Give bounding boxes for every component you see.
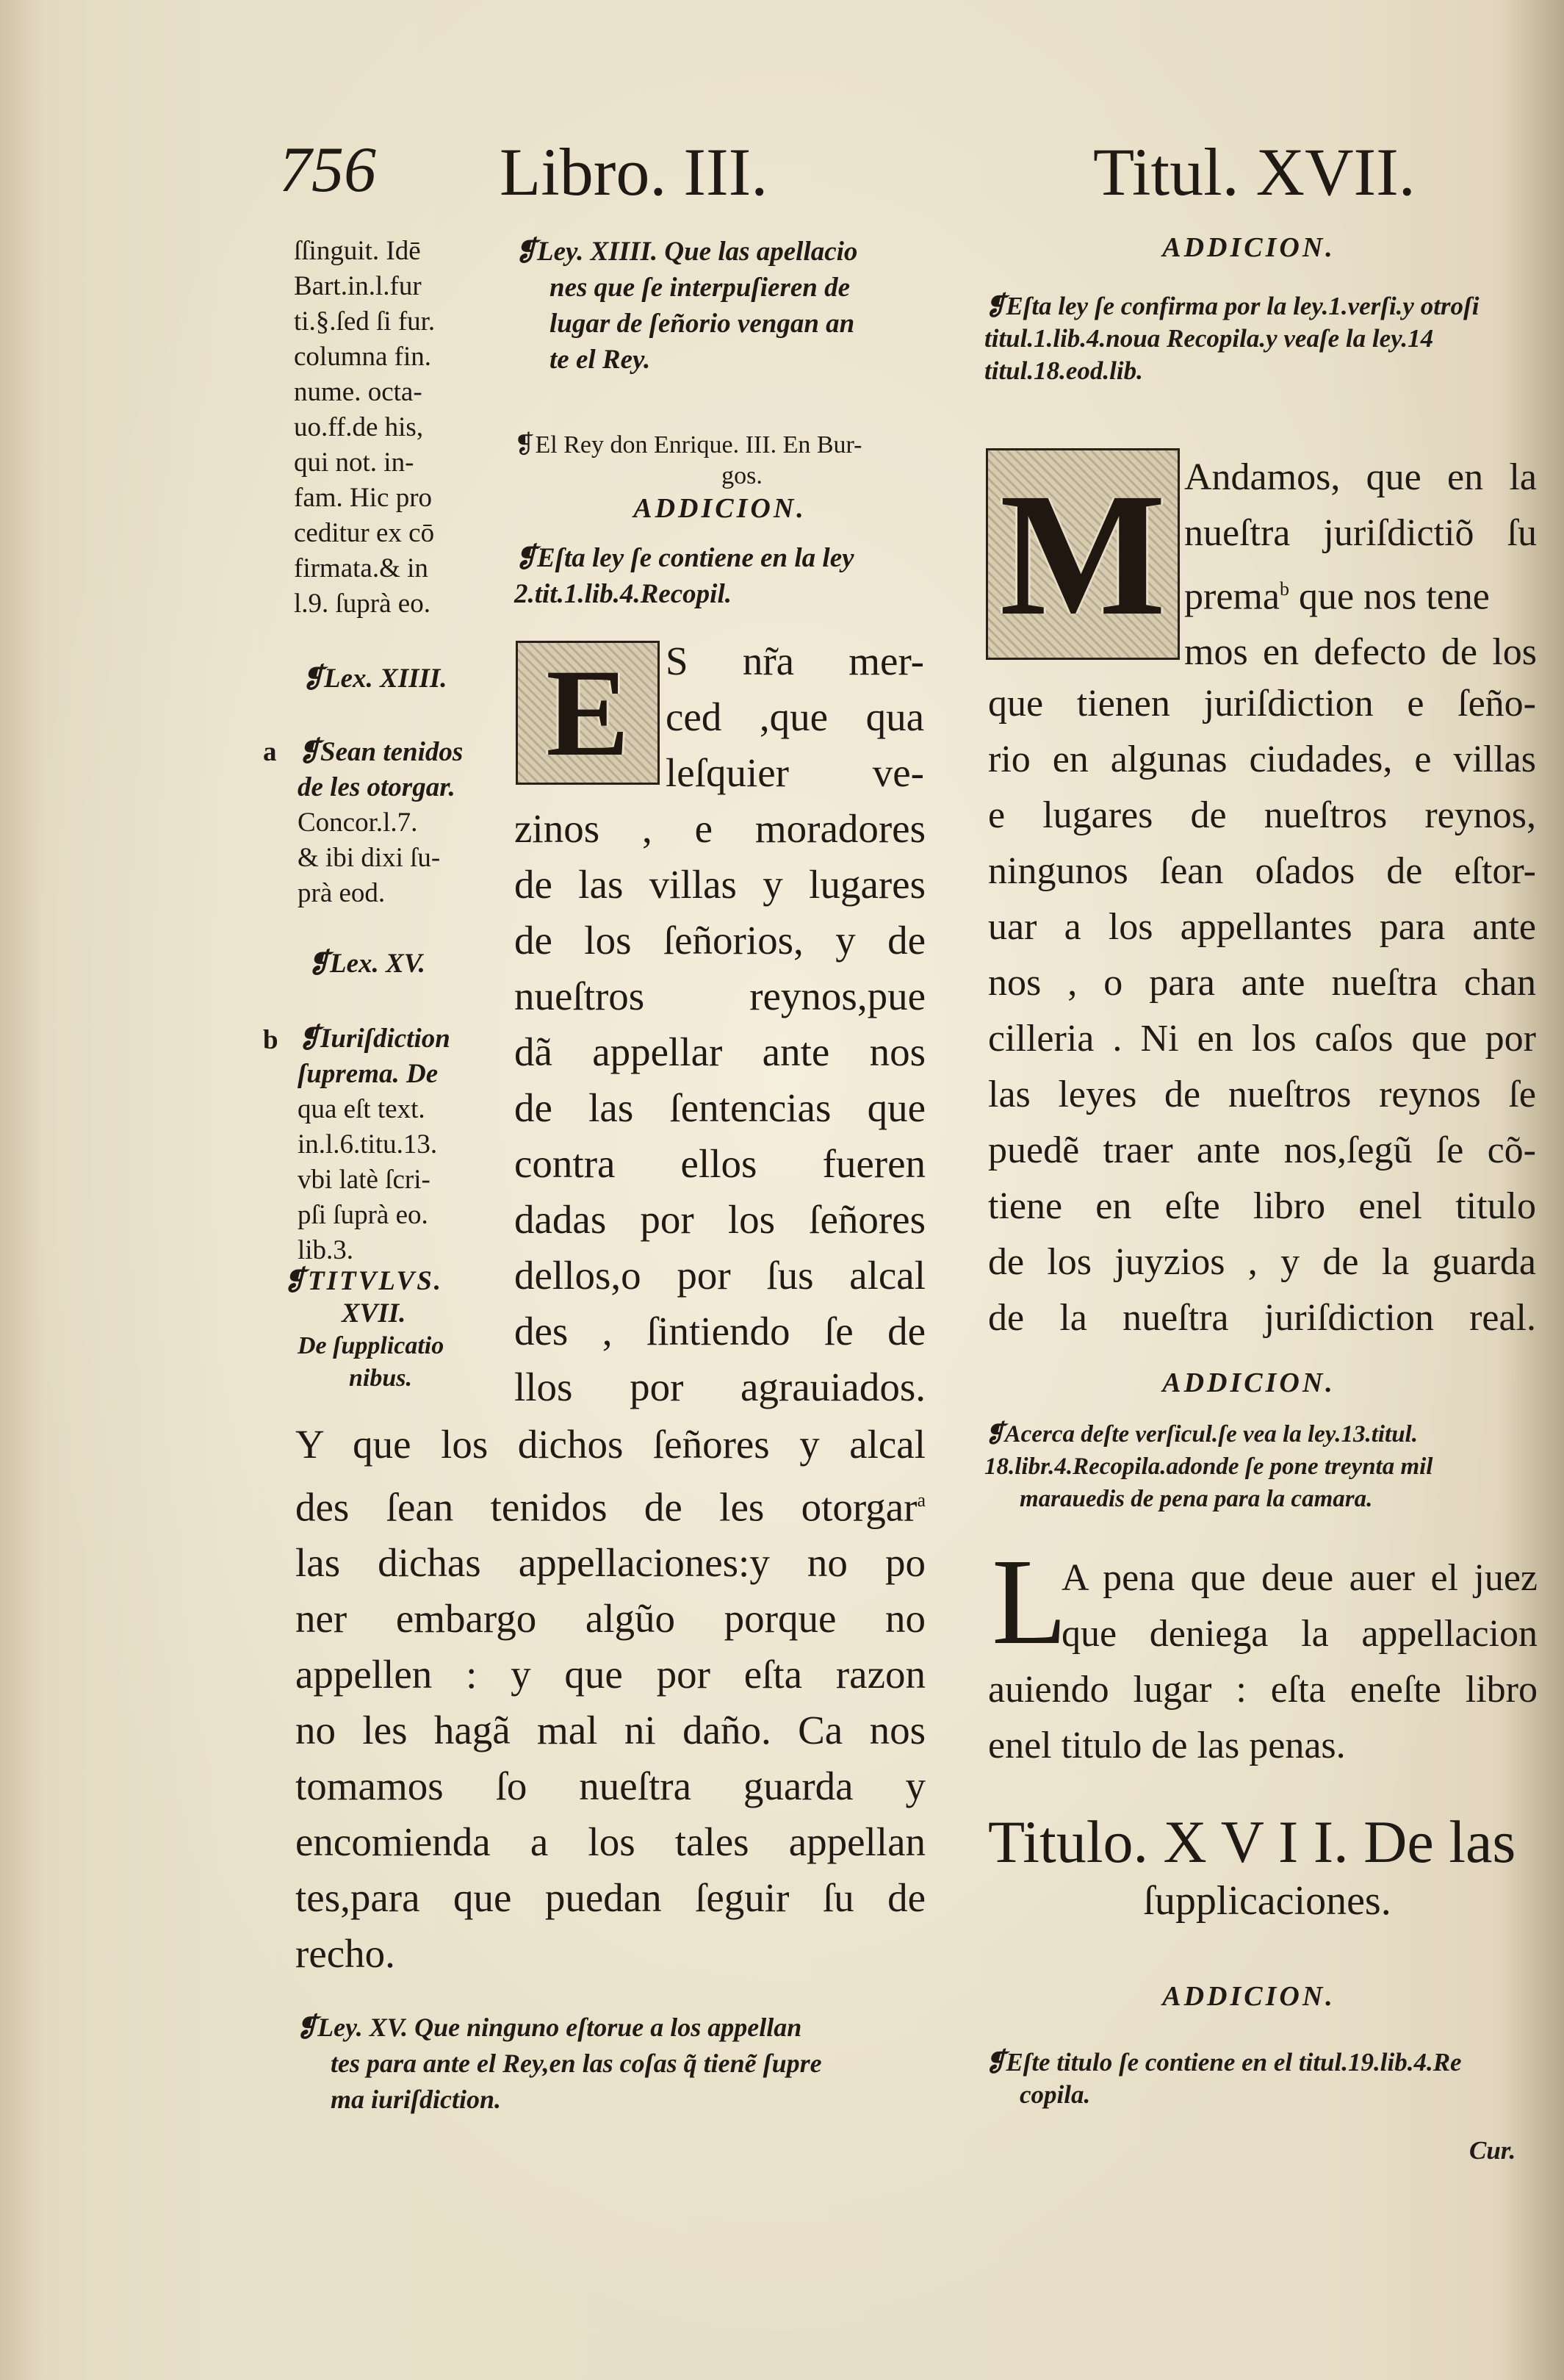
- running-head-book: Libro. III.: [500, 134, 768, 209]
- text-line: las dichas appellaciones:y no po: [295, 1540, 926, 1586]
- heading-line: ma iuriſdiction.: [331, 2085, 502, 2114]
- text-line: auiendo lugar : eſta eneſte libro: [988, 1669, 1538, 1711]
- running-head-title: Titul. XVII.: [1093, 134, 1416, 209]
- addicion-text: [514, 540, 926, 612]
- gloss-lex-14: ❡Lex. XIIII.: [301, 664, 447, 694]
- text-line: puedẽ traer ante nos,ſegũ ſe cõ-: [988, 1129, 1536, 1171]
- gloss-line: l.9. ſuprà eo.: [294, 589, 430, 619]
- addicion-line: titul.18.eod.lib.: [984, 356, 1143, 385]
- text-line: dã appellar ante nos: [514, 1029, 926, 1074]
- gloss-line: ❡Iuriſdiction: [298, 1024, 450, 1054]
- gloss-line: Bart.in.l.fur: [294, 271, 422, 301]
- text-line: llos por agrauiados.: [514, 1365, 926, 1409]
- gloss-note-a: [298, 735, 481, 911]
- text-line: nueſtros reynos,pue: [514, 974, 926, 1018]
- addicion-heading: ADDICION.: [1162, 232, 1336, 263]
- text-line: Y que los dichos ſeñores y alcal: [295, 1422, 926, 1467]
- text-line: nos , o para ante nueſtra chan: [988, 962, 1536, 1004]
- gloss-line: nibus.: [349, 1365, 412, 1392]
- note-a-letter: a: [263, 737, 277, 767]
- text-line: enel titulo de las penas.: [988, 1725, 1346, 1766]
- addicion-text: [984, 1418, 1543, 1515]
- king-attribution: [514, 430, 926, 492]
- text-line: appellen : y que por eſta razon: [295, 1652, 926, 1697]
- margin-gloss-1: [294, 234, 478, 622]
- body-text-column-1-upper: [514, 801, 926, 1415]
- gloss-line: ti.§.ſed ſi fur.: [294, 306, 436, 337]
- note-mark-a: a: [917, 1489, 926, 1511]
- titulo-17-heading: [988, 1809, 1546, 1927]
- attribution-line: ❡El Rey don Enrique. III. En Bur-: [514, 431, 862, 459]
- text-line: uar a los appellantes para ante: [988, 906, 1536, 948]
- heading-line: tes para ante el Rey,en las coſas q̃ tienẽ ſupre: [331, 2049, 822, 2078]
- text-line: ced ,que qua: [666, 694, 924, 739]
- heading-line: Titulo. X V I I. De las: [988, 1808, 1516, 1875]
- text-line: Andamos, que en la: [1184, 456, 1537, 498]
- text-line: S nr̃a mer-: [666, 639, 924, 683]
- text-line: encomienda a los tales appellan: [295, 1819, 926, 1865]
- text-run: prema: [1184, 575, 1280, 618]
- heading-line: te el Rey.: [549, 345, 651, 375]
- gloss-line: ❡Sean tenidos: [298, 737, 464, 767]
- text-line: dadas por los ſeñores: [514, 1197, 926, 1242]
- gloss-line: vbi latè ſcri-: [298, 1165, 430, 1195]
- addicion-line: 18.libr.4.Recopila.adonde ſe pone treynta mil: [984, 1453, 1433, 1480]
- text-line: recho.: [295, 1931, 395, 1977]
- addicion-line: titul.1.lib.4.noua Recopila.y veaſe la ley.14: [984, 324, 1434, 353]
- text-line: no les hagã mal ni daño. Ca nos: [295, 1708, 926, 1753]
- gloss-line: ſſinguit. Idē: [294, 236, 421, 266]
- lettrine-l: L: [992, 1534, 1067, 1670]
- gloss-line: fam. Hic pro: [294, 483, 433, 513]
- text-line: tiene en eſte libro enel titulo: [988, 1185, 1536, 1227]
- gloss-titulus: [283, 1265, 489, 1395]
- text-line: cilleria . Ni en los caſos que por: [988, 1018, 1536, 1060]
- text-line: dellos,o por ſus alcal: [514, 1253, 926, 1298]
- gloss-line: columna fin.: [294, 342, 432, 372]
- gloss-line: nume. octa-: [294, 377, 422, 407]
- text-run: que nos tene: [1289, 575, 1490, 618]
- gloss-line: lib.3.: [298, 1235, 354, 1265]
- text-line: tomamos ſo nueſtra guarda y: [295, 1764, 926, 1809]
- text-run: des ſean tenidos de les otorgar: [295, 1484, 918, 1530]
- addicion-line: ❡Eſta ley ſe contiene en la ley: [514, 543, 854, 573]
- gloss-line: ſuprema. De: [298, 1059, 439, 1089]
- catchword: Cur.: [1469, 2136, 1516, 2165]
- text-line: [1184, 561, 1537, 625]
- addicion-heading: ADDICION.: [1162, 1981, 1336, 2012]
- gloss-line: pſi ſuprà eo.: [298, 1200, 428, 1230]
- gloss-line: XVII.: [342, 1298, 406, 1329]
- gloss-line: uo.ff.de his,: [294, 412, 424, 442]
- text-line: tes,para que puedan ſeguir ſu de: [295, 1875, 926, 1921]
- text-line: de las villas y lugares: [514, 862, 926, 907]
- addicion-line: ❡Acerca deſte verſicul.ſe vea la ley.13.titul.: [984, 1421, 1418, 1448]
- text-beside-initial-e: [666, 633, 924, 801]
- attribution-line: gos.: [721, 462, 763, 489]
- gloss-line: ❡TITVLVS.: [283, 1266, 444, 1296]
- text-line: [295, 1473, 926, 1535]
- addicion-heading: ADDICION.: [633, 493, 807, 524]
- text-after-lettrine: [988, 1662, 1538, 1774]
- gloss-line: ceditur ex cō: [294, 518, 435, 548]
- text-line: des , ſintiendo ſe de: [514, 1309, 926, 1353]
- addicion-text: [984, 290, 1543, 387]
- text-line: A pena que deue auer el juez: [1062, 1557, 1538, 1599]
- text-line: rio en algunas ciudades, e villas: [988, 738, 1536, 780]
- gloss-line: De ſupplicatio: [298, 1332, 444, 1359]
- note-b-letter: b: [263, 1025, 278, 1055]
- text-beside-lettrine: [1062, 1550, 1538, 1662]
- text-line: e lugares de nueſtros reynos,: [988, 794, 1536, 836]
- addicion-line: marauedis de pena para la camara.: [1020, 1486, 1373, 1512]
- decorated-initial-m: [986, 448, 1180, 660]
- text-line: que deniega la appellacion: [1062, 1613, 1538, 1655]
- gloss-line: qua eſt text.: [298, 1094, 425, 1124]
- text-line: las leyes de nueſtros reynos ſe: [988, 1074, 1536, 1115]
- heading-line: ſupplicaciones.: [1143, 1878, 1391, 1924]
- text-line: que tienen juriſdiction e ſeño-: [988, 683, 1536, 725]
- addicion-text: [984, 2046, 1543, 2111]
- heading-line: ❡Ley. XIIII. Que las apellacio: [514, 237, 858, 267]
- text-line: nueſtra juriſdictiõ ſu: [1184, 512, 1537, 554]
- ley-15-heading: [295, 2010, 927, 2118]
- decorated-initial-e: [516, 641, 660, 785]
- text-line: de la nueſtra juriſdiction real.: [988, 1297, 1536, 1339]
- heading-line: lugar de ſeñorio vengan an: [549, 309, 855, 339]
- text-line: de las ſentencias que: [514, 1085, 926, 1130]
- addicion-line: copila.: [1020, 2080, 1091, 2109]
- text-line: mos en defecto de los: [1184, 631, 1537, 674]
- text-line: ningunos ſean oſados de eſtor-: [988, 850, 1536, 892]
- gloss-line: prà eod.: [298, 878, 386, 908]
- text-line: ner embargo algũo porque no: [295, 1596, 926, 1642]
- gloss-lex-15: ❡Lex. XV.: [307, 949, 425, 979]
- heading-line: ❡Ley. XV. Que ninguno eſtorue a los appellan: [295, 2013, 802, 2042]
- addicion-line: ❡Eſta ley ſe confirma por la ley.1.verſi.y otroſi: [984, 292, 1480, 320]
- heading-line: nes que ſe interpuſieren de: [549, 273, 851, 303]
- body-text-column-1-lower: [295, 1417, 926, 1982]
- initial-letter: M: [999, 456, 1167, 652]
- gloss-line: qui not. in-: [294, 447, 414, 478]
- addicion-line: ❡Eſte titulo ſe contiene en el titul.19.lib.4.Re: [984, 2048, 1462, 2077]
- initial-letter: E: [546, 643, 630, 782]
- gloss-line: de les otorgar.: [298, 772, 455, 802]
- gloss-line: firmata.& in: [294, 553, 428, 583]
- gloss-line: in.l.6.titu.13.: [298, 1129, 438, 1160]
- text-line: leſquier ve-: [666, 750, 924, 795]
- gloss-line: & ibi dixi ſu-: [298, 843, 441, 873]
- body-text-column-2: [988, 676, 1536, 1346]
- text-line: de los ſeñorios, y de: [514, 918, 926, 963]
- page-number: 756: [279, 134, 376, 206]
- text-line: de los juyzios , y de la guarda: [988, 1241, 1536, 1283]
- addicion-line: 2.tit.1.lib.4.Recopil.: [514, 579, 732, 609]
- text-beside-initial-m: [1184, 450, 1537, 680]
- gloss-note-b: [298, 1021, 481, 1268]
- addicion-heading: ADDICION.: [1162, 1367, 1336, 1398]
- ley-14-heading: [514, 234, 926, 378]
- text-line: contra ellos fueren: [514, 1141, 926, 1186]
- text-line: zinos , e moradores: [514, 806, 926, 851]
- gloss-line: Concor.l.7.: [298, 808, 418, 838]
- note-mark-b: b: [1279, 578, 1289, 600]
